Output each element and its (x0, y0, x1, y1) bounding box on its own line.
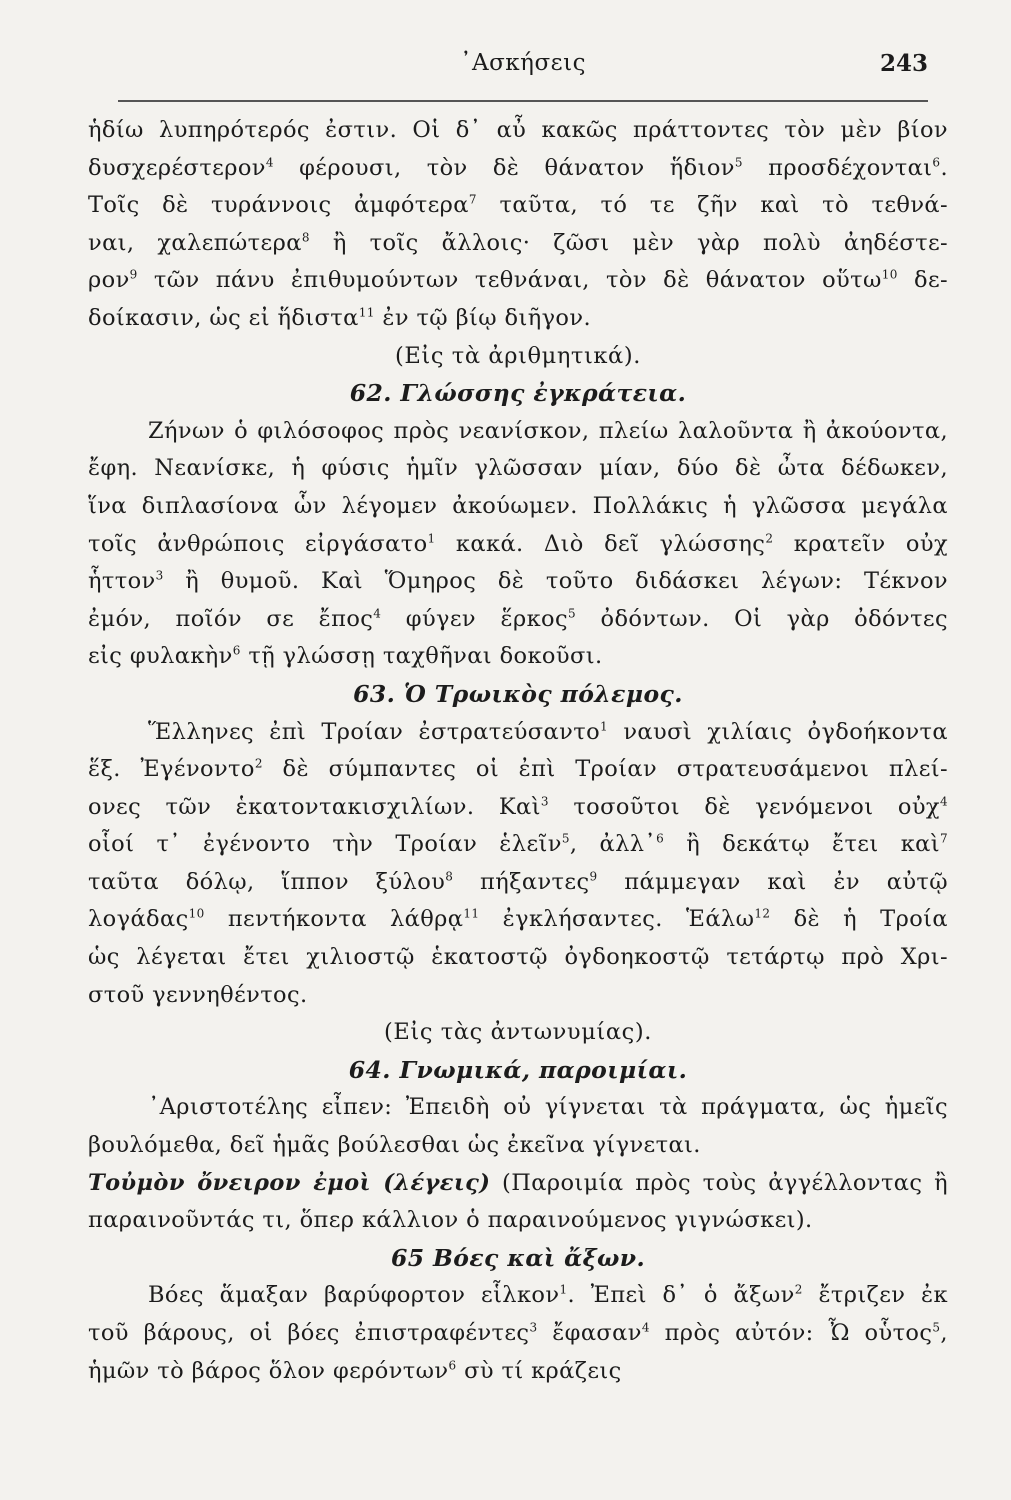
footnote-ref: 7 (939, 831, 948, 846)
text-line: Ἕλληνες ἐπὶ Τροίαν ἐστρατεύσαντο$^1$ ναυσὶ χιλίαις ὀγδοήκοντα (148, 718, 948, 745)
running-title: ᾿Ασκήσεις (460, 50, 586, 76)
footnote-ref: 7 (468, 192, 477, 207)
text-line: Ζήνων ὁ φιλόσοφος πρὸς νεανίσκον, πλείω λαλοῦντα ἢ ἀκούοντα, (148, 417, 948, 444)
text-line: ᾿Αριστοτέλης εἶπεν: Ἐπειδὴ οὐ γίγνεται τὰ πράγματα, ὡς ἡμεῖς (148, 1094, 948, 1121)
footnote-ref: 4 (641, 1320, 650, 1335)
footnote-ref: 1 (600, 719, 609, 733)
footnote-ref: 5 (932, 1320, 941, 1335)
footnote-ref: 11 (358, 305, 375, 320)
source-note: (Εἰς τὰς ἀντωνυμίας). (384, 1019, 652, 1046)
text-line: Τοῖς δὲ τυράννοις ἀμφότερα$^7$ ταῦτα, τό τε ζῆν καὶ τὸ τεθνά- (88, 192, 948, 219)
running-head (118, 50, 928, 90)
footnote-ref: 10 (881, 267, 898, 282)
footnote-ref: 4 (373, 606, 382, 621)
text-line: λογάδας$^{10}$ πεντήκοντα λάθρᾳ$^{11}$ ἐγκλήσαντες. Ἑάλω$^{12}$ δὲ ἡ Τροία (88, 906, 948, 933)
footnote-ref: 6 (232, 643, 241, 658)
text-line: εἰς φυλακὴν$^6$ τῇ γλώσσῃ ταχθῆναι δοκοῦσι. (88, 643, 603, 670)
section-heading-64: 64. Γνωμικά, παροιμίαι. (348, 1055, 688, 1084)
footnote-ref: 1 (559, 1282, 568, 1297)
text-line: στοῦ γεννηθέντος. (88, 981, 308, 1008)
footnote-ref: 6 (932, 155, 941, 170)
text-line: βουλόμεθα, δεῖ ἡμᾶς βούλεσθαι ὡς ἐκεῖνα γίγνεται. (88, 1132, 701, 1159)
footnote-ref: 12 (754, 906, 771, 921)
text-line: ονες τῶν ἑκατοντακισχιλίων. Καὶ$^3$ τοσοῦτοι δὲ γενόμενοι οὐχ$^4$ (88, 793, 948, 820)
text-line: ἡμῶν τὸ βάρος ὅλον φερόντων$^6$ σὺ τί κράζεις (88, 1357, 622, 1384)
text-line: ἔφη. Νεανίσκε, ἡ φύσις ἡμῖν γλῶσσαν μίαν, δύο δὲ ὦτα δέδωκεν, (88, 455, 948, 482)
page-number: 243 (879, 50, 928, 77)
text-line: τοῦ βάρους, οἱ βόες ἐπιστραφέντες$^3$ ἔφασαν$^4$ πρὸς αὐτόν: Ὦ οὗτος$^5$, (88, 1320, 948, 1346)
section-heading-63: 63. Ὁ Τρωικὸς πόλεμος. (353, 679, 683, 708)
section-heading-62: 62. Γλώσσης ἐγκράτεια. (349, 379, 687, 408)
footnote-ref: 2 (254, 756, 263, 771)
text-line: ἡδίω λυπηρότερός ἐστιν. Οἱ δ᾽ αὖ κακῶς πράττοντες τὸν μὲν βίον (88, 117, 948, 143)
footnote-ref: 3 (155, 568, 164, 583)
text-line: οἷοί τ᾽ ἐγένοντο τὴν Τροίαν ἑλεῖν$^5$, ἀλλ᾽$^6$ ἢ δεκάτῳ ἔτει καὶ$^7$ (88, 831, 948, 858)
text-line: Τοὐμὸν ὄνειρον ἐμοὶ (λέγεις) (Παροιμία πρὸς τοὺς ἀγγέλλοντας ἢ (88, 1169, 948, 1196)
proverb: Τοὐμὸν ὄνειρον ἐμοὶ (λέγεις) (88, 1169, 491, 1196)
footnote-ref: 9 (129, 267, 138, 282)
section-heading-65: 65 Βόες καὶ ἄξων. (390, 1243, 646, 1272)
footnote-ref: 4 (939, 794, 948, 809)
text-line: ἧττον$^3$ ἢ θυμοῦ. Καὶ Ὅμηρος δὲ τοῦτο διδάσκει λέγων: Τέκνον (88, 568, 948, 595)
text-line: ρον$^9$ τῶν πάνυ ἐπιθυμούντων τεθνάναι, τὸν δὲ θάνατον οὕτω$^{10}$ δε- (88, 267, 948, 294)
footnote-ref: 5 (567, 606, 577, 621)
header-rule (118, 100, 928, 102)
footnote-ref: 5 (734, 155, 743, 170)
footnote-ref: 5 (561, 831, 570, 846)
text-line: δυσχερέστερον$^4$ φέρουσι, τὸν δὲ θάνατον ἥδιον$^5$ προσδέχονται$^6$. (88, 154, 948, 181)
footnote-ref: 11 (463, 906, 480, 921)
footnote-ref: 8 (445, 869, 454, 884)
text-line: Βόες ἅμαξαν βαρύφορτον εἷλκον$^1$. Ἐπεὶ δ᾽ ὁ ἄξων$^2$ ἔτριζεν ἐκ (148, 1282, 948, 1309)
text-line: ἵνα διπλασίονα ὧν λέγομεν ἀκούωμεν. Πολλάκις ἡ γλῶσσα μεγάλα (88, 492, 948, 519)
source-note: (Εἰς τὰ ἀριθμητικά). (395, 342, 641, 369)
text-line: παραινοῦντάς τι, ὅπερ κάλλιον ὁ παραινούμενος γιγνώσκει). (88, 1207, 813, 1234)
text-line: ἕξ. Ἐγένοντο$^2$ δὲ σύμπαντες οἱ ἐπὶ Τροίαν στρατευσάμενοι πλεί- (88, 756, 948, 783)
text-line: ὡς λέγεται ἔτει χιλιοστῷ ἑκατοστῷ ὀγδοηκοστῷ τετάρτῳ πρὸ Χρι- (88, 944, 948, 971)
footnote-ref: 4 (265, 155, 274, 170)
text-line: ταῦτα δόλῳ, ἵππον ξύλου$^8$ πήξαντες$^9$ πάμμεγαν καὶ ἐν αὐτῷ (88, 868, 948, 895)
page-body (88, 112, 948, 1390)
footnote-ref: 1 (427, 531, 436, 546)
footnote-ref: 3 (540, 794, 549, 809)
footnote-ref: 2 (765, 531, 774, 546)
text-line: ἐμόν, ποῖόν σε ἔπος$^4$ φύγεν ἕρκος$^5$ ὀδόντων. Οἱ γὰρ ὀδόντες (88, 605, 948, 632)
text-line: δοίκασιν, ὡς εἰ ἥδιστα$^{11}$ ἐν τῷ βίῳ διῆγον. (88, 304, 592, 331)
footnote-ref: 3 (529, 1320, 538, 1335)
footnote-ref: 8 (301, 230, 310, 245)
footnote-ref: 9 (589, 869, 598, 884)
footnote-ref: 6 (656, 831, 665, 846)
footnote-ref: 2 (794, 1282, 803, 1297)
text-line: ναι, χαλεπώτερα$^8$ ἢ τοῖς ἄλλοις· ζῶσι μὲν γὰρ πολὺ ἀηδέστε- (88, 229, 948, 256)
footnote-ref: 10 (188, 906, 205, 921)
text-line: τοῖς ἀνθρώποις εἰργάσατο$^1$ κακά. Διὸ δεῖ γλώσσης$^2$ κρατεῖν οὐχ (88, 530, 948, 557)
footnote-ref: 6 (448, 1358, 457, 1373)
